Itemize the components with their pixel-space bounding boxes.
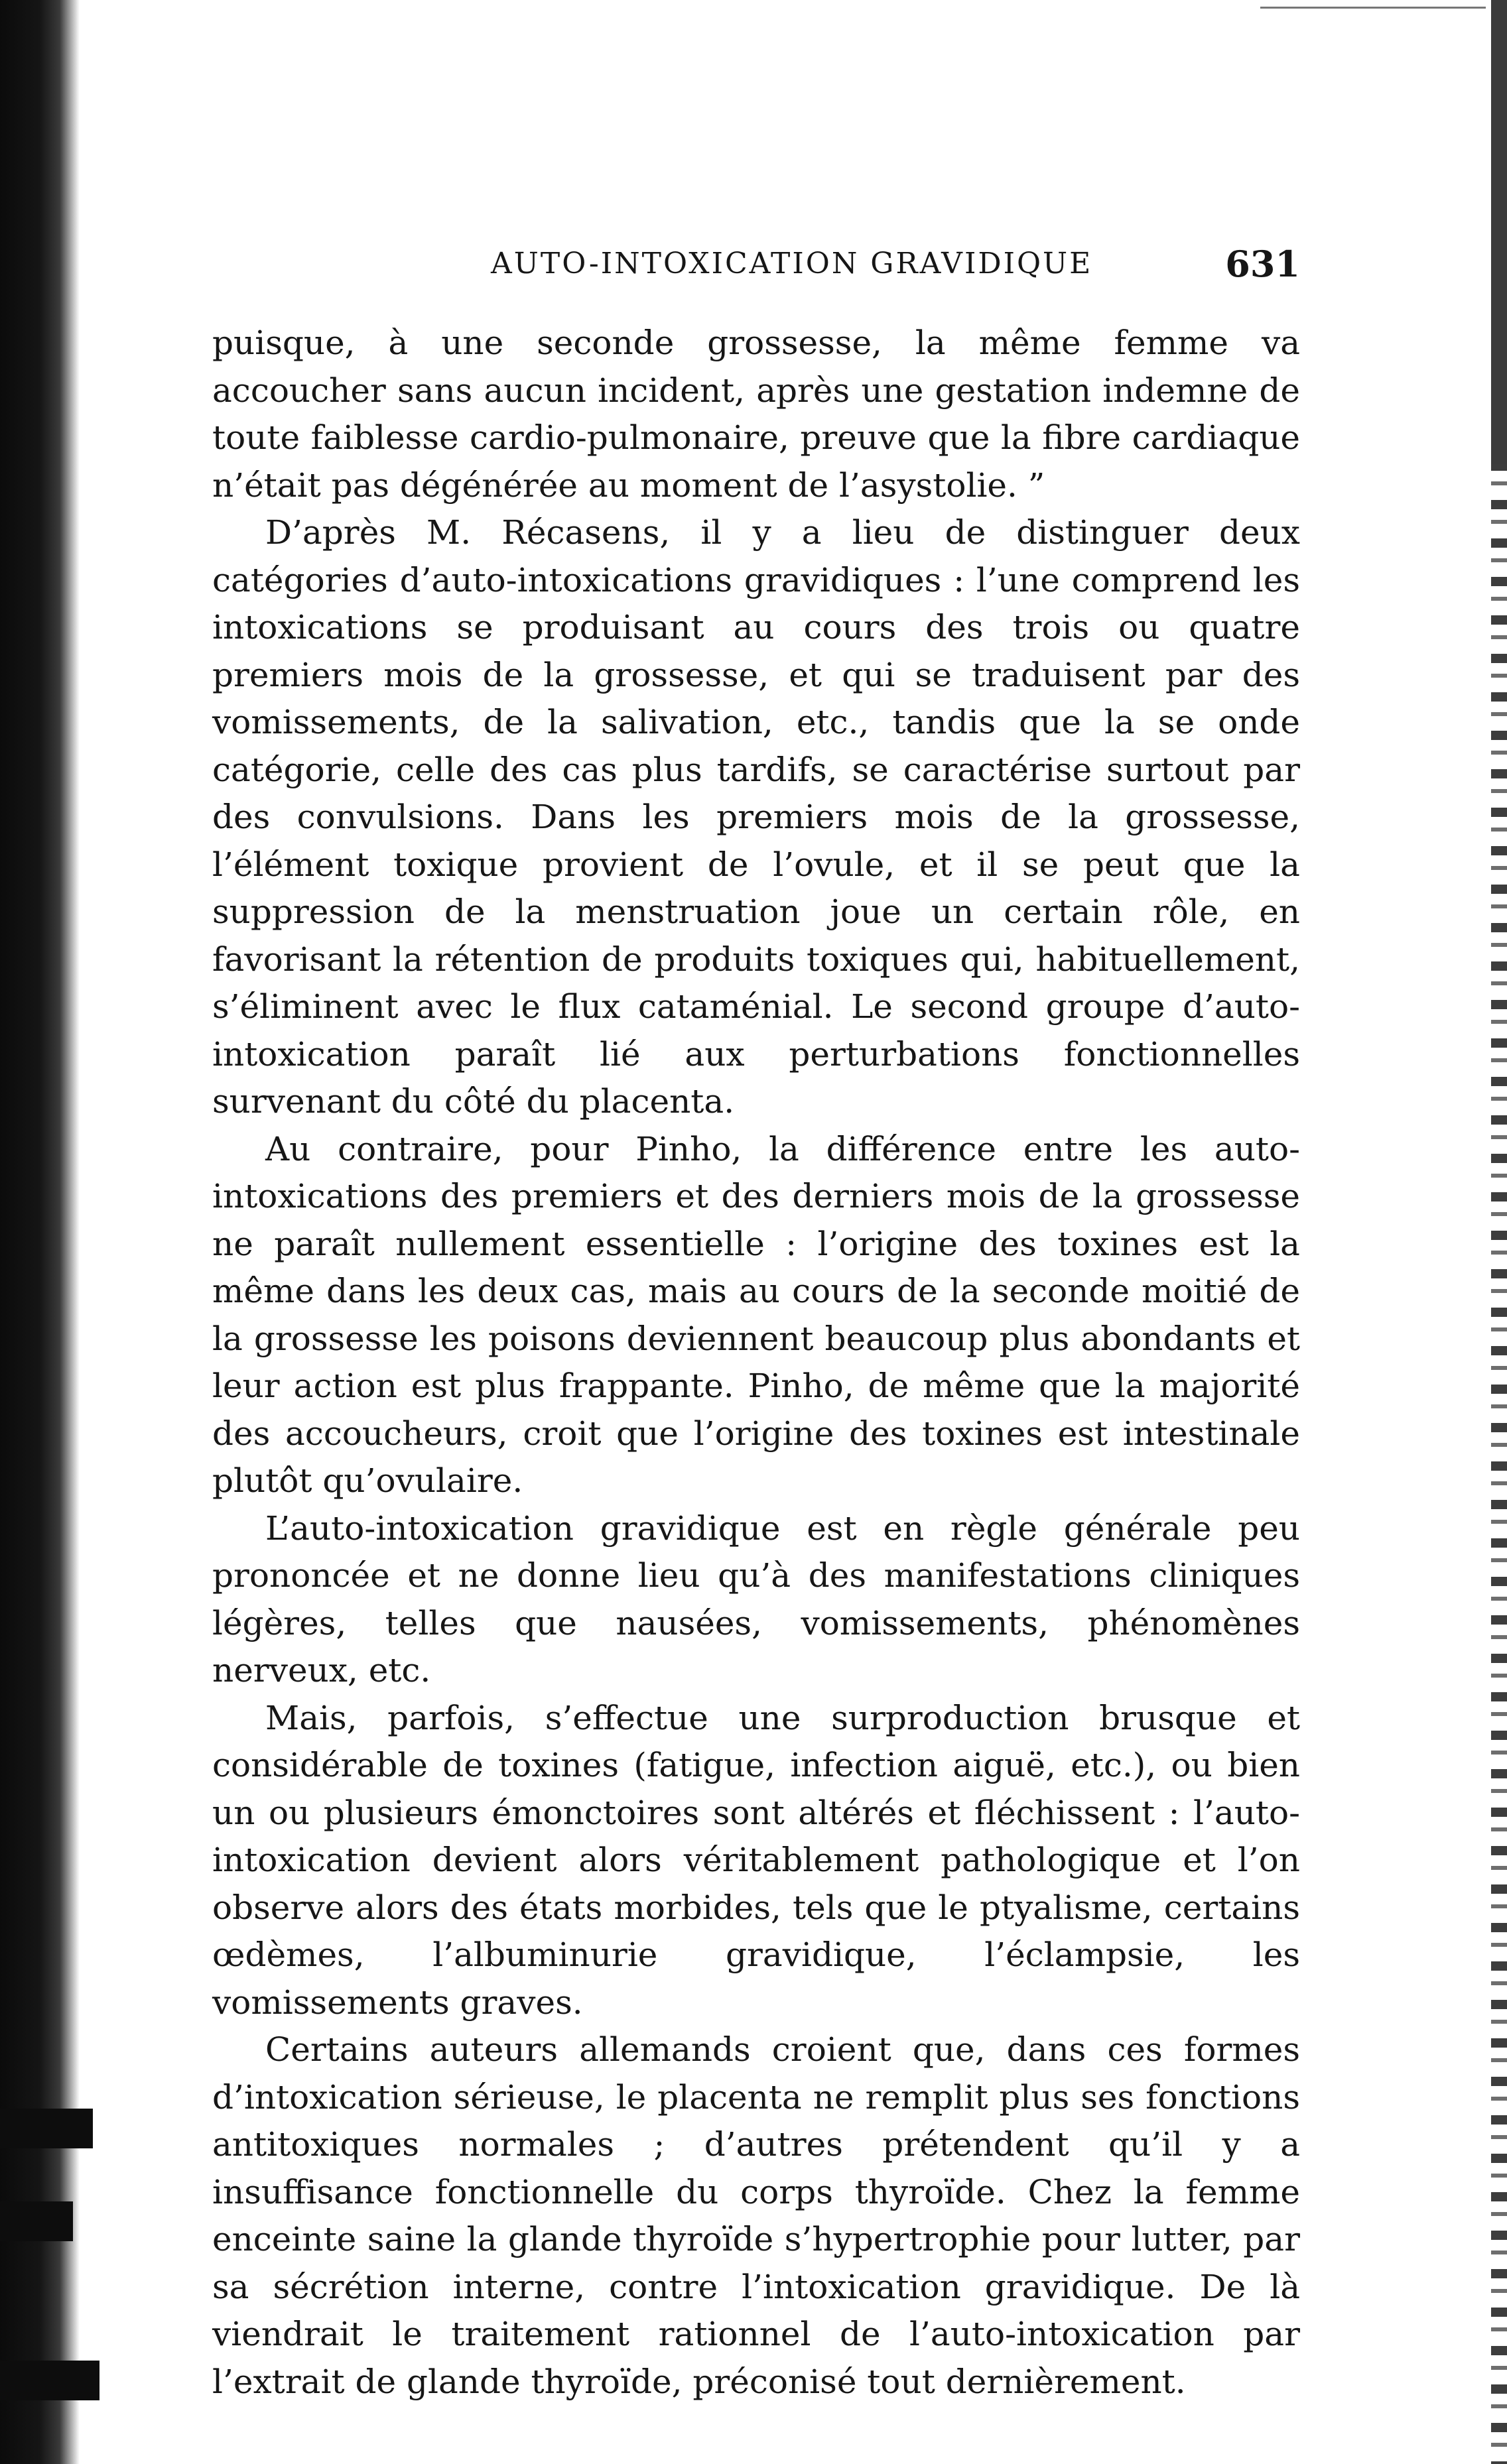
scan-edge-right [1491,0,1507,2464]
scan-binding-shadow-left [0,0,80,2464]
scan-artifact [0,2361,99,2400]
running-head [212,243,1300,293]
running-title: AUTO-INTOXICATION GRAVIDIQUE [491,247,1093,280]
paragraph: Mais, parfois, s’effectue une surproduction brusque et considérable de toxines (fatigue, infection aiguë, etc.), ou bien un ou plusieurs émonctoires sont altérés et fléchissent : l’auto-intoxication devient alors véritablement pathologique et l’on observe alors des états morbides, tels que le ptyalisme, certains œdèmes, l’albuminurie gravidique, l’éclampsie, les vomissements graves. [212,1698,1300,2022]
paragraph: Au contraire, pour Pinho, la différence entre les auto-intoxications des premiers et des derniers mois de la grossesse ne paraît nullement essentielle : l’origine des toxines est la même dans les deux cas, mais au cours de la seconde moitié de la grossesse les poisons deviennent beaucoup plus abondants et leur action est plus frappante. Pinho, de même que la majorité des accoucheurs, croit que l’origine des toxines est intestinale plutôt qu’ovulaire. [212,1129,1300,1500]
scan-artifact [1491,0,1507,464]
body-text [212,320,1300,2406]
scan-artifact [0,2201,73,2241]
scan-artifact [0,2109,93,2148]
paragraph: D’après M. Récasens, il y a lieu de distinguer deux catégories d’auto-intoxications gravidiques : l’une comprend les intoxications se produisant au cours des trois ou quatre premiers mois de la grossesse, et qui se traduisent par des vomissements, de la salivation, etc., tandis que la se onde catégorie, celle des cas plus tardifs, se caractérise surtout par des convulsions. Dans les premiers mois de la grossesse, l’élément toxique provient de l’ovule, et il se peut que la suppression de la menstruation joue un certain rôle, en favorisant la rétention de produits toxiques qui, habituellement, s’éliminent avec le flux cataménial. Le second groupe d’auto-intoxication paraît lié aux perturbations fonctionnelles survenant du côté du placenta. [212,513,1300,1121]
page-number: 631 [1225,243,1300,285]
scan-top-rule [1260,7,1486,9]
paragraph: Certains auteurs allemands croient que, dans ces formes d’intoxication sérieuse, le placenta ne remplit plus ses fonctions antitoxiques normales ; d’autres prétendent qu’il y a insuffisance fonctionnelle du corps thyroïde. Chez la femme enceinte saine la glande thyroïde s’hypertrophie pour lutter, par sa sécrétion interne, contre l’intoxication gravidique. De là viendrait le traitement rationnel de l’auto-intoxication par l’extrait de glande thyroïde, préconisé tout dernièrement. [212,2030,1300,2401]
paragraph: puisque, à une seconde grossesse, la même femme va accoucher sans aucun incident, après une gestation indemne de toute faiblesse cardio-pulmonaire, preuve que la fibre cardiaque n’était pas dégénérée au moment de l’asystolie. ” [212,324,1300,505]
paragraph: L’auto-intoxication gravidique est en règle générale peu prononcée et ne donne lieu qu’à des manifestations cliniques légères, telles que nausées, vomissements, phénomènes nerveux, etc. [212,1509,1300,1690]
